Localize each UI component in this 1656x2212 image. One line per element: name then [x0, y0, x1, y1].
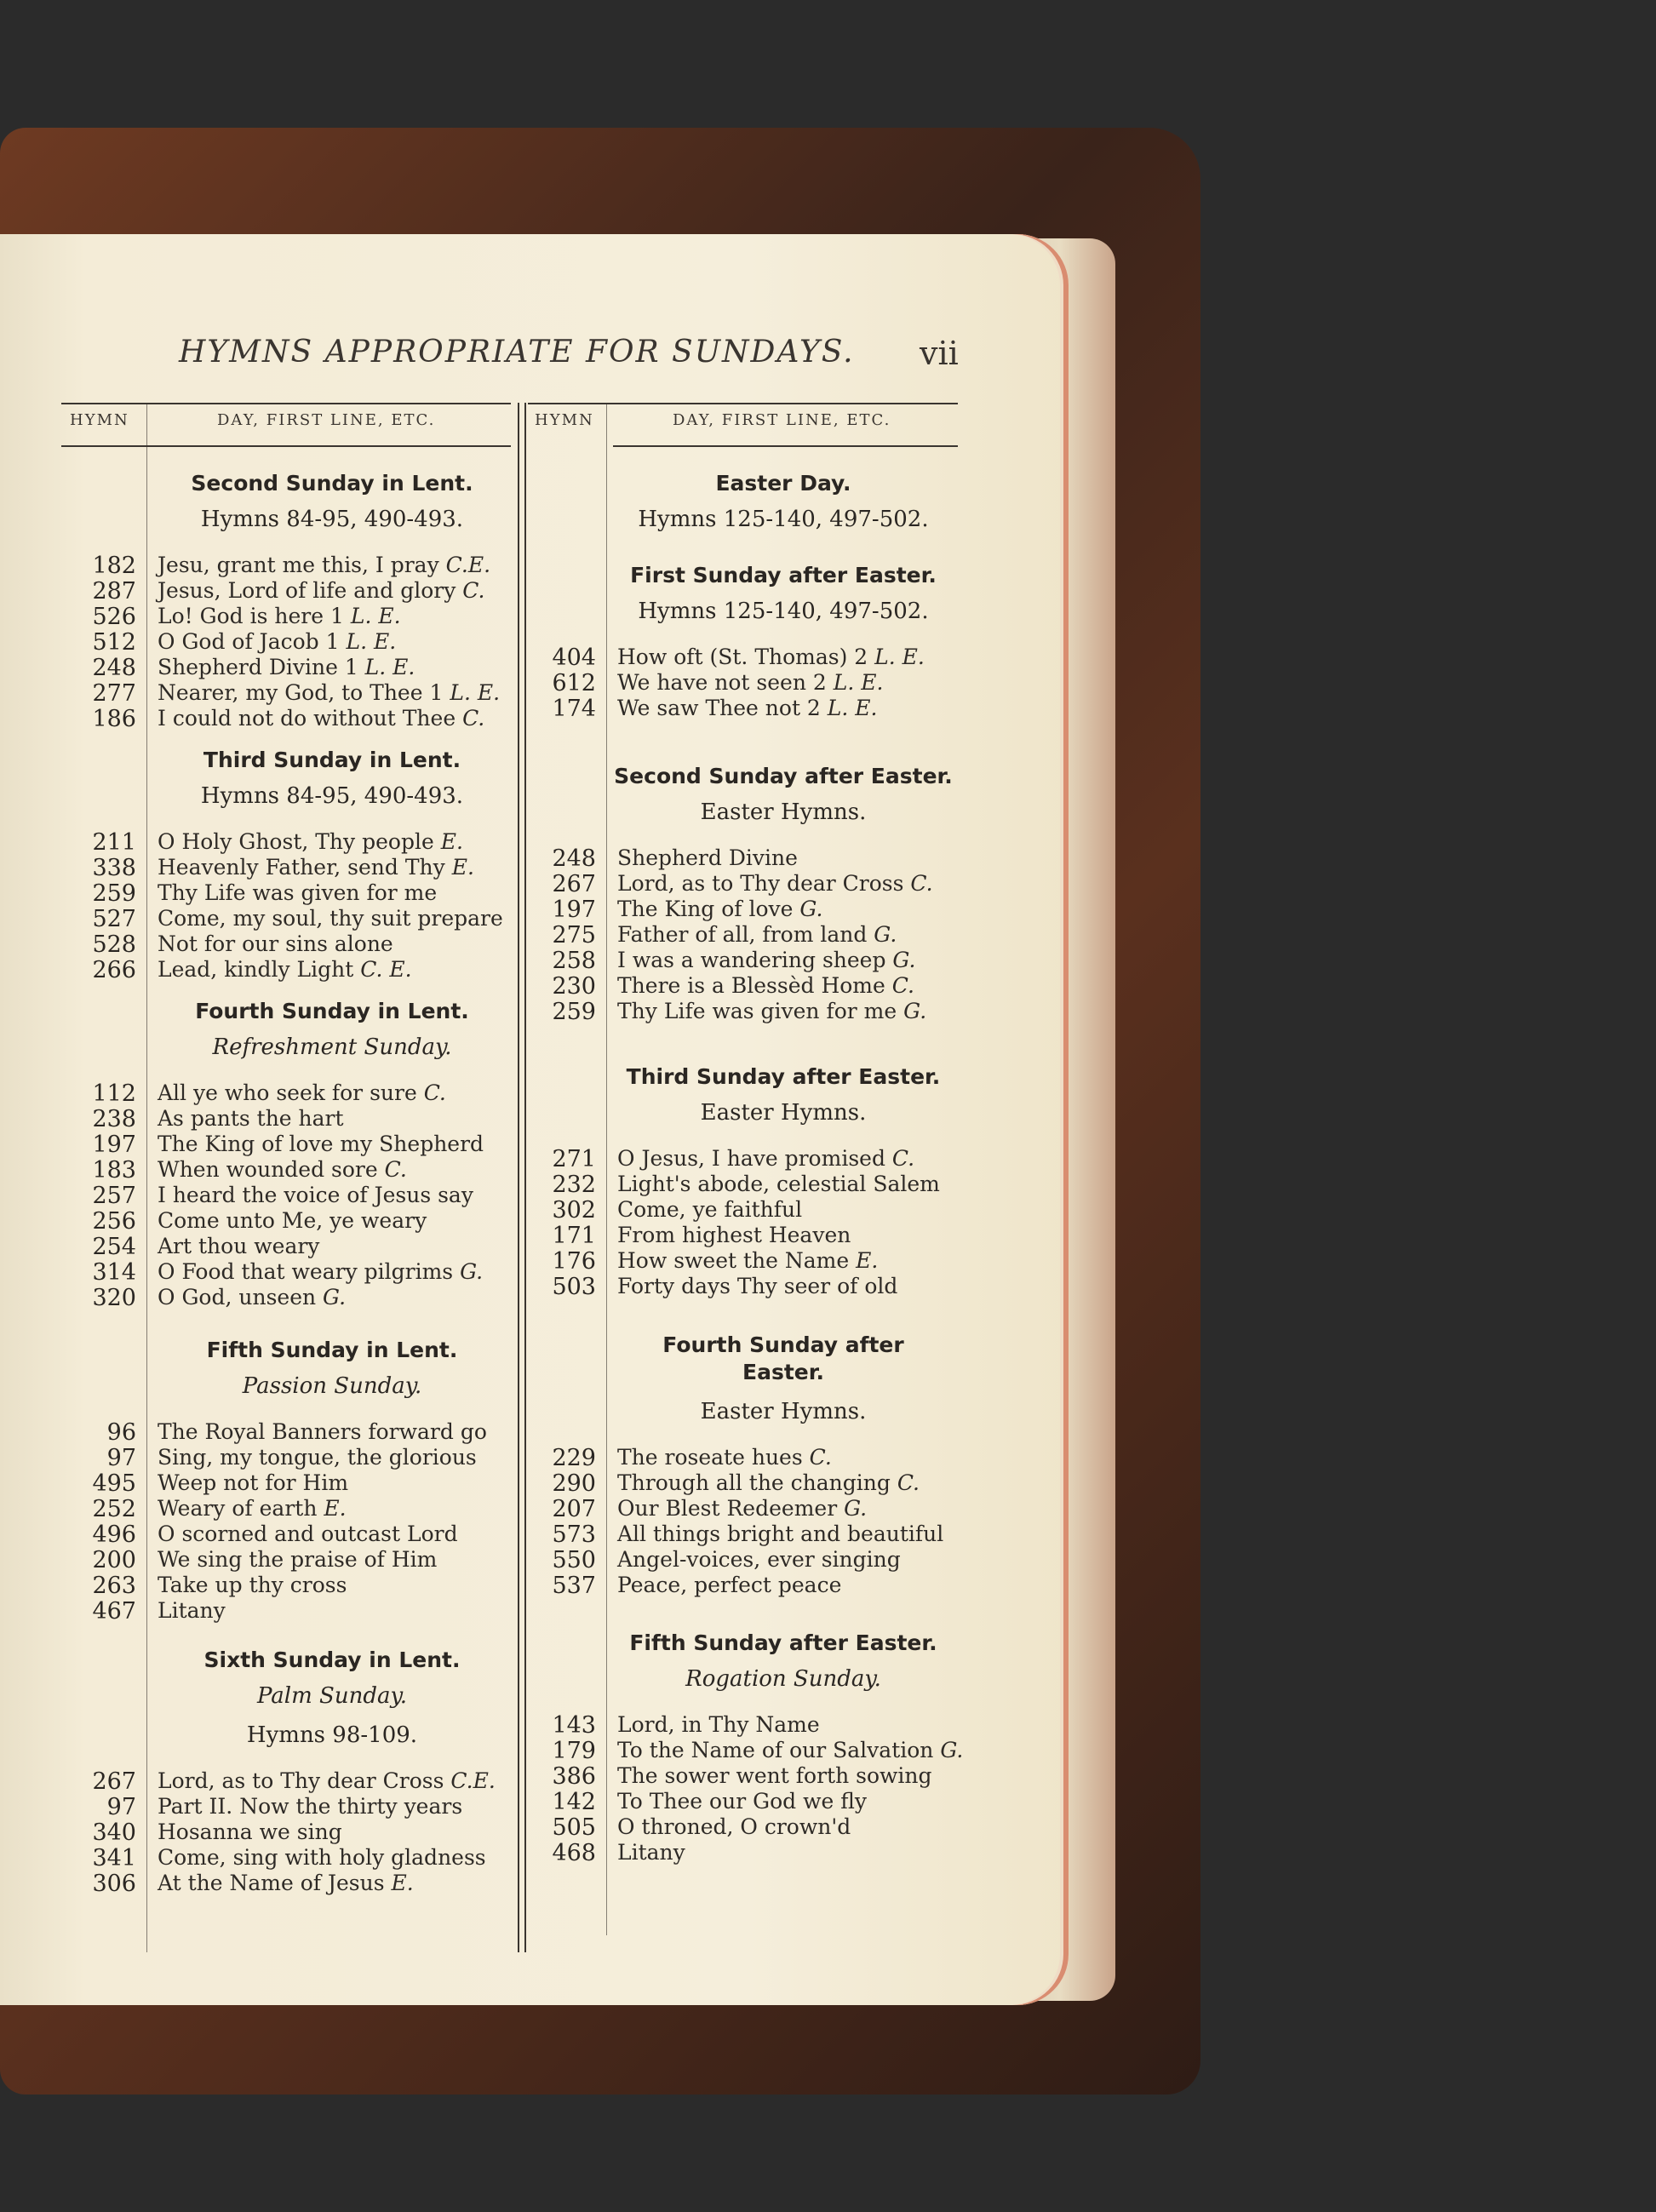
hymn-mark: G. [793, 897, 823, 921]
hymn-first-line: When wounded sore C. [158, 1157, 407, 1182]
hymn-number: 290 [552, 1470, 596, 1497]
hymn-number: 257 [92, 1183, 136, 1209]
hymn-first-line: The sower went forth sowing [617, 1763, 932, 1788]
hymn-number: 176 [552, 1248, 596, 1275]
hymn-first-line: Come, my soul, thy suit prepare [158, 906, 503, 931]
section-title: Third Sunday in Lent. [203, 748, 461, 772]
hymn-mark: E. [433, 829, 463, 854]
section-subtitle: Hymns 125-140, 497-502. [638, 599, 929, 624]
running-head: HYMNS APPROPRIATE FOR SUNDAYS. [179, 335, 855, 370]
section-subtitle: Rogation Sunday. [685, 1666, 881, 1692]
hymn-number: 259 [552, 999, 596, 1025]
section-title: Fifth Sunday after Easter. [629, 1630, 937, 1655]
hymn-first-line: O Holy Ghost, Thy people E. [158, 829, 463, 854]
hymn-first-line: At the Name of Jesus E. [158, 1871, 414, 1895]
hymn-mark: G. [453, 1259, 484, 1284]
hymn-first-line: As pants the hart [158, 1106, 344, 1131]
hymn-first-line: We saw Thee not 2 L. E. [617, 696, 878, 720]
hymn-mark: L. E. [339, 629, 397, 654]
hymn-mark: L. E. [826, 670, 884, 695]
hymn-first-line: Come, sing with holy gladness [158, 1845, 486, 1870]
hymn-number: 197 [552, 897, 596, 923]
hymn-first-line: Thy Life was given for me G. [617, 999, 927, 1023]
hymn-first-line: Weary of earth E. [158, 1496, 347, 1521]
hymn-first-line: Lead, kindly Light C. E. [158, 957, 412, 982]
hymn-mark: L. E. [343, 604, 401, 628]
hymn-number: 495 [92, 1470, 136, 1497]
hymn-number: 266 [92, 957, 136, 983]
hymn-first-line: Light's abode, celestial Salem [617, 1172, 940, 1196]
hymn-number: 320 [92, 1285, 136, 1311]
hymn-mark: L. E. [820, 696, 878, 720]
section-title: Second Sunday after Easter. [614, 764, 953, 788]
hymn-number: 97 [106, 1445, 136, 1471]
hymn-number: 306 [92, 1871, 136, 1897]
section-subtitle: Passion Sunday. [242, 1373, 422, 1399]
hymn-number: 254 [92, 1234, 136, 1260]
hymn-number: 537 [552, 1573, 596, 1599]
hymn-first-line: Art thou weary [158, 1234, 320, 1258]
hymn-first-line: Jesu, grant me this, I pray C.E. [158, 553, 491, 577]
hymn-number: 259 [92, 880, 136, 907]
hymn-number: 248 [552, 845, 596, 872]
hymn-first-line: Peace, perfect peace [617, 1573, 842, 1597]
hymn-mark: C. [885, 973, 914, 998]
hymn-number: 277 [92, 680, 136, 707]
hymn-first-line: All ye who seek for sure C. [158, 1080, 446, 1105]
hymn-first-line: Shepherd Divine 1 L. E. [158, 655, 415, 679]
hymn-first-line: How oft (St. Thomas) 2 L. E. [617, 645, 925, 669]
hymn-number: 503 [552, 1274, 596, 1300]
hymn-first-line: Take up thy cross [158, 1573, 347, 1597]
hymn-first-line: The roseate hues C. [617, 1445, 832, 1470]
hymn-first-line: All things bright and beautiful [617, 1521, 944, 1546]
section-subtitle: Easter Hymns. [700, 799, 867, 825]
hymn-first-line: The Royal Banners forward go [158, 1419, 487, 1444]
section-subtitle: Hymns 84-95, 490-493. [200, 783, 464, 809]
hymn-number: 302 [552, 1197, 596, 1223]
col-header-day-right: DAY, FIRST LINE, ETC. [673, 411, 891, 429]
section-title: Easter Day. [715, 471, 851, 496]
hymn-first-line: Lord, as to Thy dear Cross C.E. [158, 1768, 496, 1793]
hymn-number: 182 [92, 553, 136, 579]
hymn-first-line: Hosanna we sing [158, 1819, 342, 1844]
hymn-mark: C.E. [438, 553, 491, 577]
hymn-number: 232 [552, 1172, 596, 1198]
hymn-mark: E. [384, 1871, 414, 1895]
hymn-first-line: Father of all, from land G. [617, 922, 897, 947]
hymn-number: 271 [552, 1146, 596, 1172]
hymn-number: 263 [92, 1573, 136, 1599]
hymn-first-line: Lord, in Thy Name [617, 1712, 820, 1737]
hymn-first-line: O throned, O crown'd [617, 1814, 851, 1839]
hymn-first-line: Thy Life was given for me [158, 880, 438, 905]
hymn-first-line: Litany [617, 1840, 685, 1865]
hymn-first-line: O scorned and outcast Lord [158, 1521, 458, 1546]
hymn-first-line: Weep not for Him [158, 1470, 349, 1495]
hymn-mark: E. [317, 1496, 347, 1521]
hymn-number: 267 [552, 871, 596, 897]
hymn-first-line: How sweet the Name E. [617, 1248, 879, 1273]
hymn-number: 550 [552, 1547, 596, 1573]
hymn-number: 267 [92, 1768, 136, 1795]
hymn-mark: L. E. [358, 655, 415, 679]
hymn-mark: G. [885, 948, 916, 972]
section-subtitle-2: Hymns 98-109. [246, 1722, 418, 1748]
hymn-number: 186 [92, 706, 136, 732]
hymn-mark: E. [849, 1248, 879, 1273]
section-subtitle: Hymns 125-140, 497-502. [638, 507, 929, 532]
hymn-number: 505 [552, 1814, 596, 1841]
hymn-first-line: We have not seen 2 L. E. [617, 670, 884, 695]
hymn-number: 200 [92, 1547, 136, 1573]
hymn-divider-right [606, 403, 607, 1935]
hymn-first-line: Forty days Thy seer of old [617, 1274, 898, 1298]
section-title-cont: Easter. [742, 1360, 824, 1384]
hymn-first-line: From highest Heaven [617, 1223, 851, 1247]
section-subtitle: Palm Sunday. [256, 1683, 407, 1709]
hymn-number: 97 [106, 1794, 136, 1820]
hymn-mark: C. [456, 578, 485, 603]
hymn-mark: C. [416, 1080, 446, 1105]
hymn-number: 527 [92, 906, 136, 932]
hymn-first-line: We sing the praise of Him [158, 1547, 438, 1572]
hymn-mark: C. [456, 706, 485, 731]
hymn-first-line: Come unto Me, ye weary [158, 1208, 427, 1233]
section-subtitle: Refreshment Sunday. [212, 1034, 452, 1060]
col-header-day-left: DAY, FIRST LINE, ETC. [217, 411, 436, 429]
hymn-number: 338 [92, 855, 136, 881]
hymn-number: 229 [552, 1445, 596, 1471]
section-subtitle: Easter Hymns. [700, 1399, 867, 1424]
hymn-first-line: O God, unseen G. [158, 1285, 347, 1309]
hymn-number: 275 [552, 922, 596, 948]
hymn-first-line: Not for our sins alone [158, 931, 393, 956]
hymn-mark: G. [316, 1285, 347, 1309]
hymn-first-line: Lord, as to Thy dear Cross C. [617, 871, 933, 896]
hymn-number: 468 [552, 1840, 596, 1866]
section-subtitle: Hymns 84-95, 490-493. [200, 507, 464, 532]
hymn-number: 174 [552, 696, 596, 722]
hymn-first-line: Sing, my tongue, the glorious [158, 1445, 477, 1470]
hymn-mark: C. [377, 1157, 407, 1182]
hymn-mark: G. [897, 999, 927, 1023]
hymn-first-line: The King of love my Shepherd [158, 1132, 484, 1156]
hymn-mark: C. [903, 871, 933, 896]
section-title: Sixth Sunday in Lent. [203, 1648, 461, 1672]
header-rule-right [613, 445, 958, 447]
hymn-first-line: Litany [158, 1598, 226, 1623]
hymn-number: 340 [92, 1819, 136, 1846]
hymn-first-line: Jesus, Lord of life and glory C. [158, 578, 485, 603]
hymn-number: 143 [552, 1712, 596, 1739]
hymn-number: 404 [552, 645, 596, 671]
hymn-number: 612 [552, 670, 596, 696]
hymn-mark: L. E. [443, 680, 501, 705]
hymn-number: 512 [92, 629, 136, 656]
hymn-number: 287 [92, 578, 136, 605]
hymn-mark: G. [837, 1496, 868, 1521]
hymn-number: 386 [552, 1763, 596, 1790]
section-title: Third Sunday after Easter. [626, 1064, 941, 1089]
hymn-number: 258 [552, 948, 596, 974]
hymn-number: 96 [106, 1419, 136, 1446]
section-title: Second Sunday in Lent. [191, 471, 473, 496]
hymn-first-line: Come, ye faithful [617, 1197, 803, 1222]
hymn-number: 197 [92, 1132, 136, 1158]
section-subtitle: Easter Hymns. [700, 1100, 867, 1126]
section-title: Fifth Sunday in Lent. [206, 1338, 458, 1362]
hymn-mark: C. E. [353, 957, 412, 982]
hymn-mark: L. E. [868, 645, 925, 669]
hymn-number: 112 [92, 1080, 136, 1107]
book-page [0, 234, 1069, 2005]
hymn-number: 183 [92, 1157, 136, 1183]
hymn-mark: C. [885, 1146, 915, 1171]
hymn-number: 496 [92, 1521, 136, 1548]
hymn-number: 573 [552, 1521, 596, 1548]
hymn-number: 207 [552, 1496, 596, 1522]
hymn-number: 179 [552, 1738, 596, 1764]
section-title: First Sunday after Easter. [630, 563, 937, 587]
page-number: vii [920, 335, 959, 372]
hymn-first-line: O Food that weary pilgrims G. [158, 1259, 484, 1284]
hymn-mark: G. [867, 922, 897, 947]
hymn-first-line: Our Blest Redeemer G. [617, 1496, 868, 1521]
hymn-mark: C. [802, 1445, 832, 1470]
hymn-number: 467 [92, 1598, 136, 1625]
hymn-first-line: Part II. Now the thirty years [158, 1794, 463, 1819]
hymn-number: 211 [92, 829, 136, 856]
hymn-number: 526 [92, 604, 136, 630]
header-rule-left [61, 445, 511, 447]
hymn-number: 528 [92, 931, 136, 958]
top-rule-left [61, 403, 511, 404]
hymn-first-line: To Thee our God we fly [617, 1789, 868, 1814]
hymn-mark: C.E. [444, 1768, 496, 1793]
hymn-first-line: Nearer, my God, to Thee 1 L. E. [158, 680, 501, 705]
hymn-number: 256 [92, 1208, 136, 1235]
section-title: Fourth Sunday after [662, 1332, 904, 1357]
hymn-first-line: The King of love G. [617, 897, 823, 921]
hymn-number: 171 [552, 1223, 596, 1249]
hymn-number: 248 [92, 655, 136, 681]
hymn-number: 341 [92, 1845, 136, 1871]
top-rule-right [528, 403, 958, 404]
hymn-first-line: There is a Blessèd Home C. [617, 973, 914, 998]
hymn-number: 230 [552, 973, 596, 1000]
hymn-number: 252 [92, 1496, 136, 1522]
hymn-mark: E. [444, 855, 474, 880]
hymn-first-line: Through all the changing C. [617, 1470, 920, 1495]
col-header-hymn-left: HYMN [70, 411, 129, 429]
hymn-first-line: Shepherd Divine [617, 845, 798, 870]
hymn-mark: G. [933, 1738, 964, 1762]
hymn-first-line: I was a wandering sheep G. [617, 948, 916, 972]
hymn-number: 238 [92, 1106, 136, 1132]
hymn-number: 142 [552, 1789, 596, 1815]
hymn-first-line: Heavenly Father, send Thy E. [158, 855, 474, 880]
hymn-first-line: O Jesus, I have promised C. [617, 1146, 915, 1171]
hymn-first-line: I heard the voice of Jesus say [158, 1183, 473, 1207]
hymn-number: 314 [92, 1259, 136, 1286]
hymn-first-line: Angel-voices, ever singing [617, 1547, 901, 1572]
hymn-first-line: I could not do without Thee C. [158, 706, 485, 731]
section-title: Fourth Sunday in Lent. [195, 999, 469, 1023]
hymn-mark: C. [890, 1470, 920, 1495]
hymn-first-line: O God of Jacob 1 L. E. [158, 629, 397, 654]
hymn-first-line: To the Name of our Salvation G. [617, 1738, 964, 1762]
hymn-first-line: Lo! God is here 1 L. E. [158, 604, 401, 628]
col-header-hymn-right: HYMN [535, 411, 594, 429]
hymn-divider-left [146, 403, 147, 1952]
